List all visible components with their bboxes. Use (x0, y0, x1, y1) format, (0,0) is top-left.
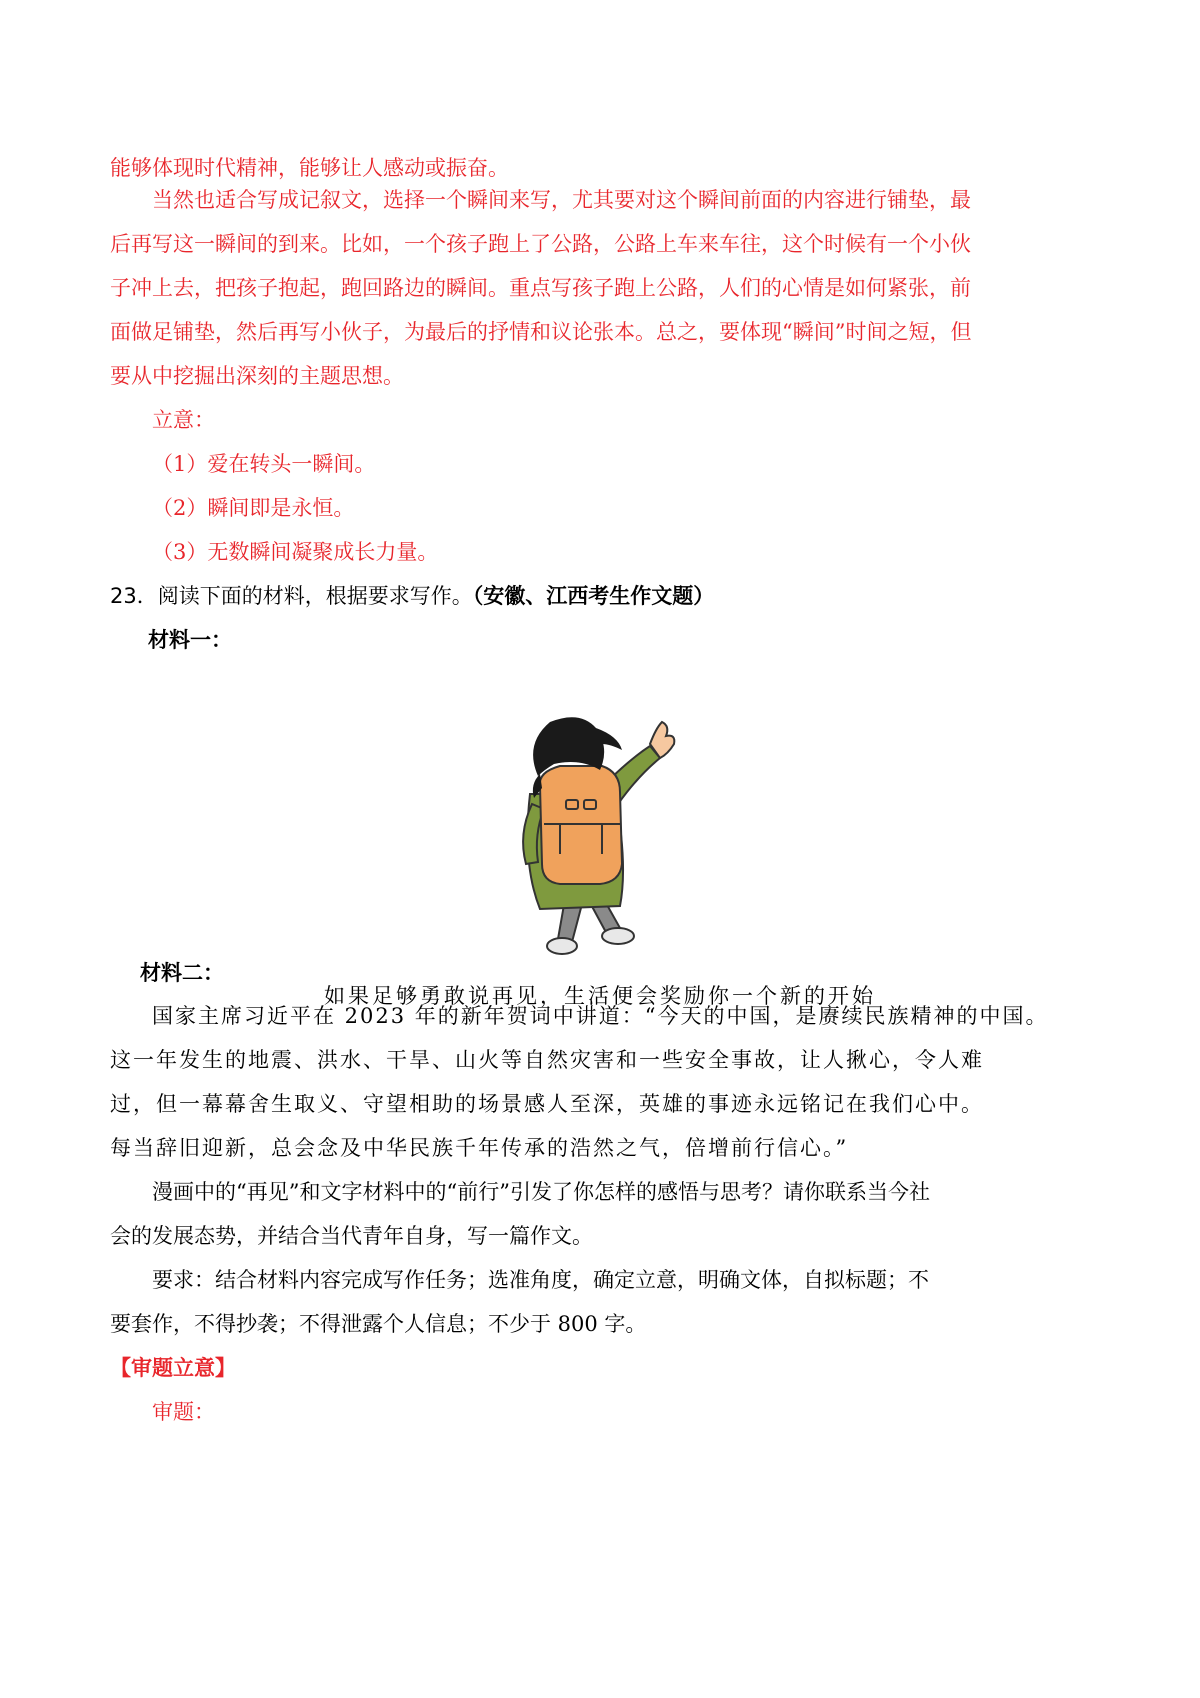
material-2-line-2: 这一年发生的地震、洪水、干旱、山火等自然灾害和一些安全事故，让人揪心，令人难 (110, 1048, 984, 1072)
prompt-line-1: 漫画中的“再见”和文字材料中的“前行”引发了你怎样的感悟与思考？请你联系当今社 (152, 1180, 930, 1204)
liyi-item-2: （2）瞬间即是永恒。 (152, 496, 355, 520)
liyi-item-3: （3）无数瞬间凝聚成长力量。 (152, 540, 439, 564)
material-2-line-3: 过，但一幕幕舍生取义、守望相助的场景感人至深，英雄的事迹永远铭记在我们心中。 (110, 1092, 984, 1116)
material-2-line-4: 每当辞旧迎新，总会念及中华民族千年传承的浩然之气，倍增前行信心。” (110, 1136, 849, 1160)
material-1-label: 材料一： (148, 628, 232, 652)
narrative-line-4: 面做足铺垫，然后再写小伙子，为最后的抒情和议论张本。总之，要体现“瞬间”时间之短，但 (110, 320, 972, 344)
waving-student-cartoon-icon (510, 714, 690, 964)
question-source: （安徽、江西考生作文题） (472, 584, 715, 608)
liyi-label: 立意： (152, 408, 215, 432)
prompt-line-2: 会的发展态势，并结合当代青年自身，写一篇作文。 (110, 1224, 593, 1248)
material-2-line-1: 国家主席习近平在 2023 年的新年贺词中讲道：“今天的中国，是赓续民族精神的中国。 (152, 1004, 1049, 1028)
liyi-item-1: （1）爱在转头一瞬间。 (152, 452, 376, 476)
narrative-line-3: 子冲上去，把孩子抱起，跑回路边的瞬间。重点写孩子跑上公路，人们的心情是如何紧张，前 (110, 276, 971, 300)
question-23 (110, 586, 1100, 607)
requirements-line-1: 要求：结合材料内容完成写作任务；选准角度，确定立意，明确文体，自拟标题；不 (152, 1268, 929, 1292)
narrative-line-2: 后再写这一瞬间的到来。比如，一个孩子跑上了公路，公路上车来车往，这个时候有一个小伙 (110, 232, 971, 256)
cartoon-caption: 如果足够勇敢说再见，生活便会奖励你一个新的开始 (324, 984, 876, 1008)
answer-paragraph-end: 能够体现时代精神，能够让人感动或振奋。 (110, 156, 509, 180)
material-2-label: 材料二： (140, 961, 224, 985)
requirements-line-2: 要套作，不得抄袭；不得泄露个人信息；不少于 800 字。 (110, 1312, 647, 1336)
analysis-header: 【审题立意】 (110, 1356, 236, 1380)
question-number: 23． (110, 584, 158, 608)
narrative-line-5: 要从中挖掘出深刻的主题思想。 (110, 364, 404, 388)
question-text: 阅读下面的材料，根据要求写作。 (157, 584, 473, 608)
shenti-label: 审题： (152, 1400, 215, 1424)
narrative-line-1: 当然也适合写成记叙文，选择一个瞬间来写，尤其要对这个瞬间前面的内容进行铺垫，最 (152, 188, 971, 212)
